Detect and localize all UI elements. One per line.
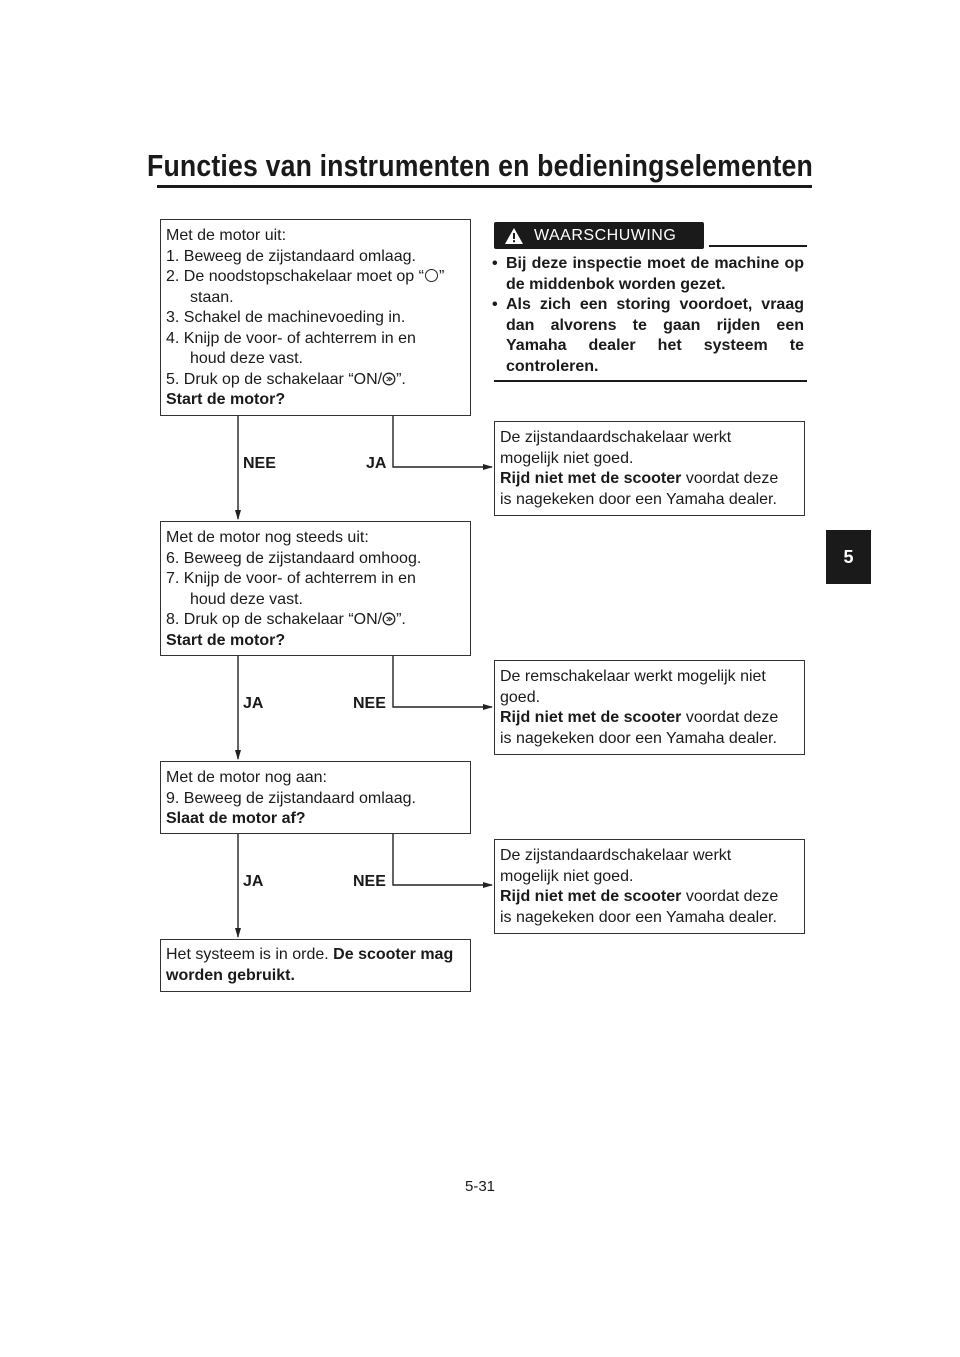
result-text: is nagekeken door een Yamaha dealer.	[500, 908, 777, 926]
warning-item: • Bij deze inspectie moet de machine op de middenbok worden gezet.	[492, 255, 804, 293]
run-symbol-icon	[425, 269, 438, 282]
step-item: 2. De noodstopschakelaar moet op “ ”	[166, 268, 445, 285]
branch-label-no: NEE	[243, 455, 276, 472]
result-text: De zijstandaardschakelaar werkt	[500, 847, 732, 864]
start-symbol-icon	[382, 372, 396, 386]
bullet-icon: •	[492, 255, 498, 272]
chapter-tab: 5	[826, 530, 871, 584]
result-text: Rijd niet met de scooter voordat deze	[500, 709, 779, 726]
final-box	[160, 939, 471, 992]
step-question: Slaat de motor af?	[166, 810, 306, 827]
final-text: Het systeem is in orde.	[166, 946, 334, 963]
warning-rule-bottom	[494, 380, 807, 382]
step-box-3	[160, 761, 471, 834]
branch-label-yes: JA	[366, 455, 387, 472]
result-text: is nagekeken door een Yamaha dealer.	[500, 729, 777, 747]
step-item: 1. Beweeg de zijstandaard omlaag.	[166, 247, 416, 265]
result-box-2	[494, 660, 805, 755]
step-box-2	[160, 521, 471, 656]
step-item: 4. Knijp de voor- of achterrem in en	[166, 329, 416, 347]
step-item-continued: houd deze vast.	[190, 590, 303, 608]
step-intro: Met de motor nog aan:	[166, 769, 327, 786]
step-box-1	[160, 219, 471, 416]
page-title: Functies van instrumenten en bedieningselementen	[146, 148, 814, 183]
warning-heading-text: WAARSCHUWING	[534, 226, 677, 244]
step-item: 7. Knijp de voor- of achterrem in en	[166, 570, 416, 587]
warning-triangle-icon	[504, 227, 524, 245]
warning-body	[492, 254, 804, 377]
step-intro: Met de motor nog steeds uit:	[166, 529, 369, 546]
branch-label-no: NEE	[353, 695, 386, 712]
step-item: 9. Beweeg de zijstandaard omlaag.	[166, 789, 416, 807]
result-box-3	[494, 839, 805, 934]
connector-box1-right	[393, 416, 492, 467]
step-item: 6. Beweeg de zijstandaard omhoog.	[166, 549, 422, 567]
result-text: Rijd niet met de scooter voordat deze	[500, 888, 779, 905]
result-text: is nagekeken door een Yamaha dealer.	[500, 490, 777, 508]
result-text: mogelijk niet goed.	[500, 449, 634, 467]
warning-item: • Als zich een storing voordoet, vraag dan alvorens te gaan rijden een Yamaha dealer het systeem te controleren.	[492, 296, 804, 375]
result-text: mogelijk niet goed.	[500, 867, 634, 885]
bullet-icon: •	[492, 296, 498, 313]
warning-rule-top	[709, 245, 807, 247]
step-item-continued: houd deze vast.	[190, 350, 303, 367]
branch-label-yes: JA	[243, 695, 264, 712]
step-intro: Met de motor uit:	[166, 227, 287, 244]
connector-box3-right	[393, 834, 492, 885]
step-question: Start de motor?	[166, 391, 286, 408]
warning-heading	[494, 222, 704, 249]
branch-label-no: NEE	[353, 873, 386, 890]
result-box-1	[494, 421, 805, 516]
final-text-bold: De scooter mag worden gebruikt.	[166, 946, 454, 984]
step-item: 5. Druk op de schakelaar “ON/ ”.	[166, 370, 406, 388]
result-text: De zijstandaardschakelaar werkt	[500, 429, 732, 446]
step-item-continued: staan.	[190, 288, 234, 306]
result-text: Rijd niet met de scooter voordat deze	[500, 470, 779, 487]
step-item: 8. Druk op de schakelaar “ON/ ”.	[166, 611, 406, 628]
branch-label-yes: JA	[243, 873, 264, 890]
step-item: 3. Schakel de machinevoeding in.	[166, 309, 406, 326]
step-question: Start de motor?	[166, 631, 286, 649]
result-text: goed.	[500, 688, 541, 706]
result-text: De remschakelaar werkt mogelijk niet	[500, 668, 766, 685]
start-symbol-icon	[382, 612, 396, 626]
connector-box2-right	[393, 656, 492, 707]
page-number: 5-31	[464, 1178, 496, 1195]
